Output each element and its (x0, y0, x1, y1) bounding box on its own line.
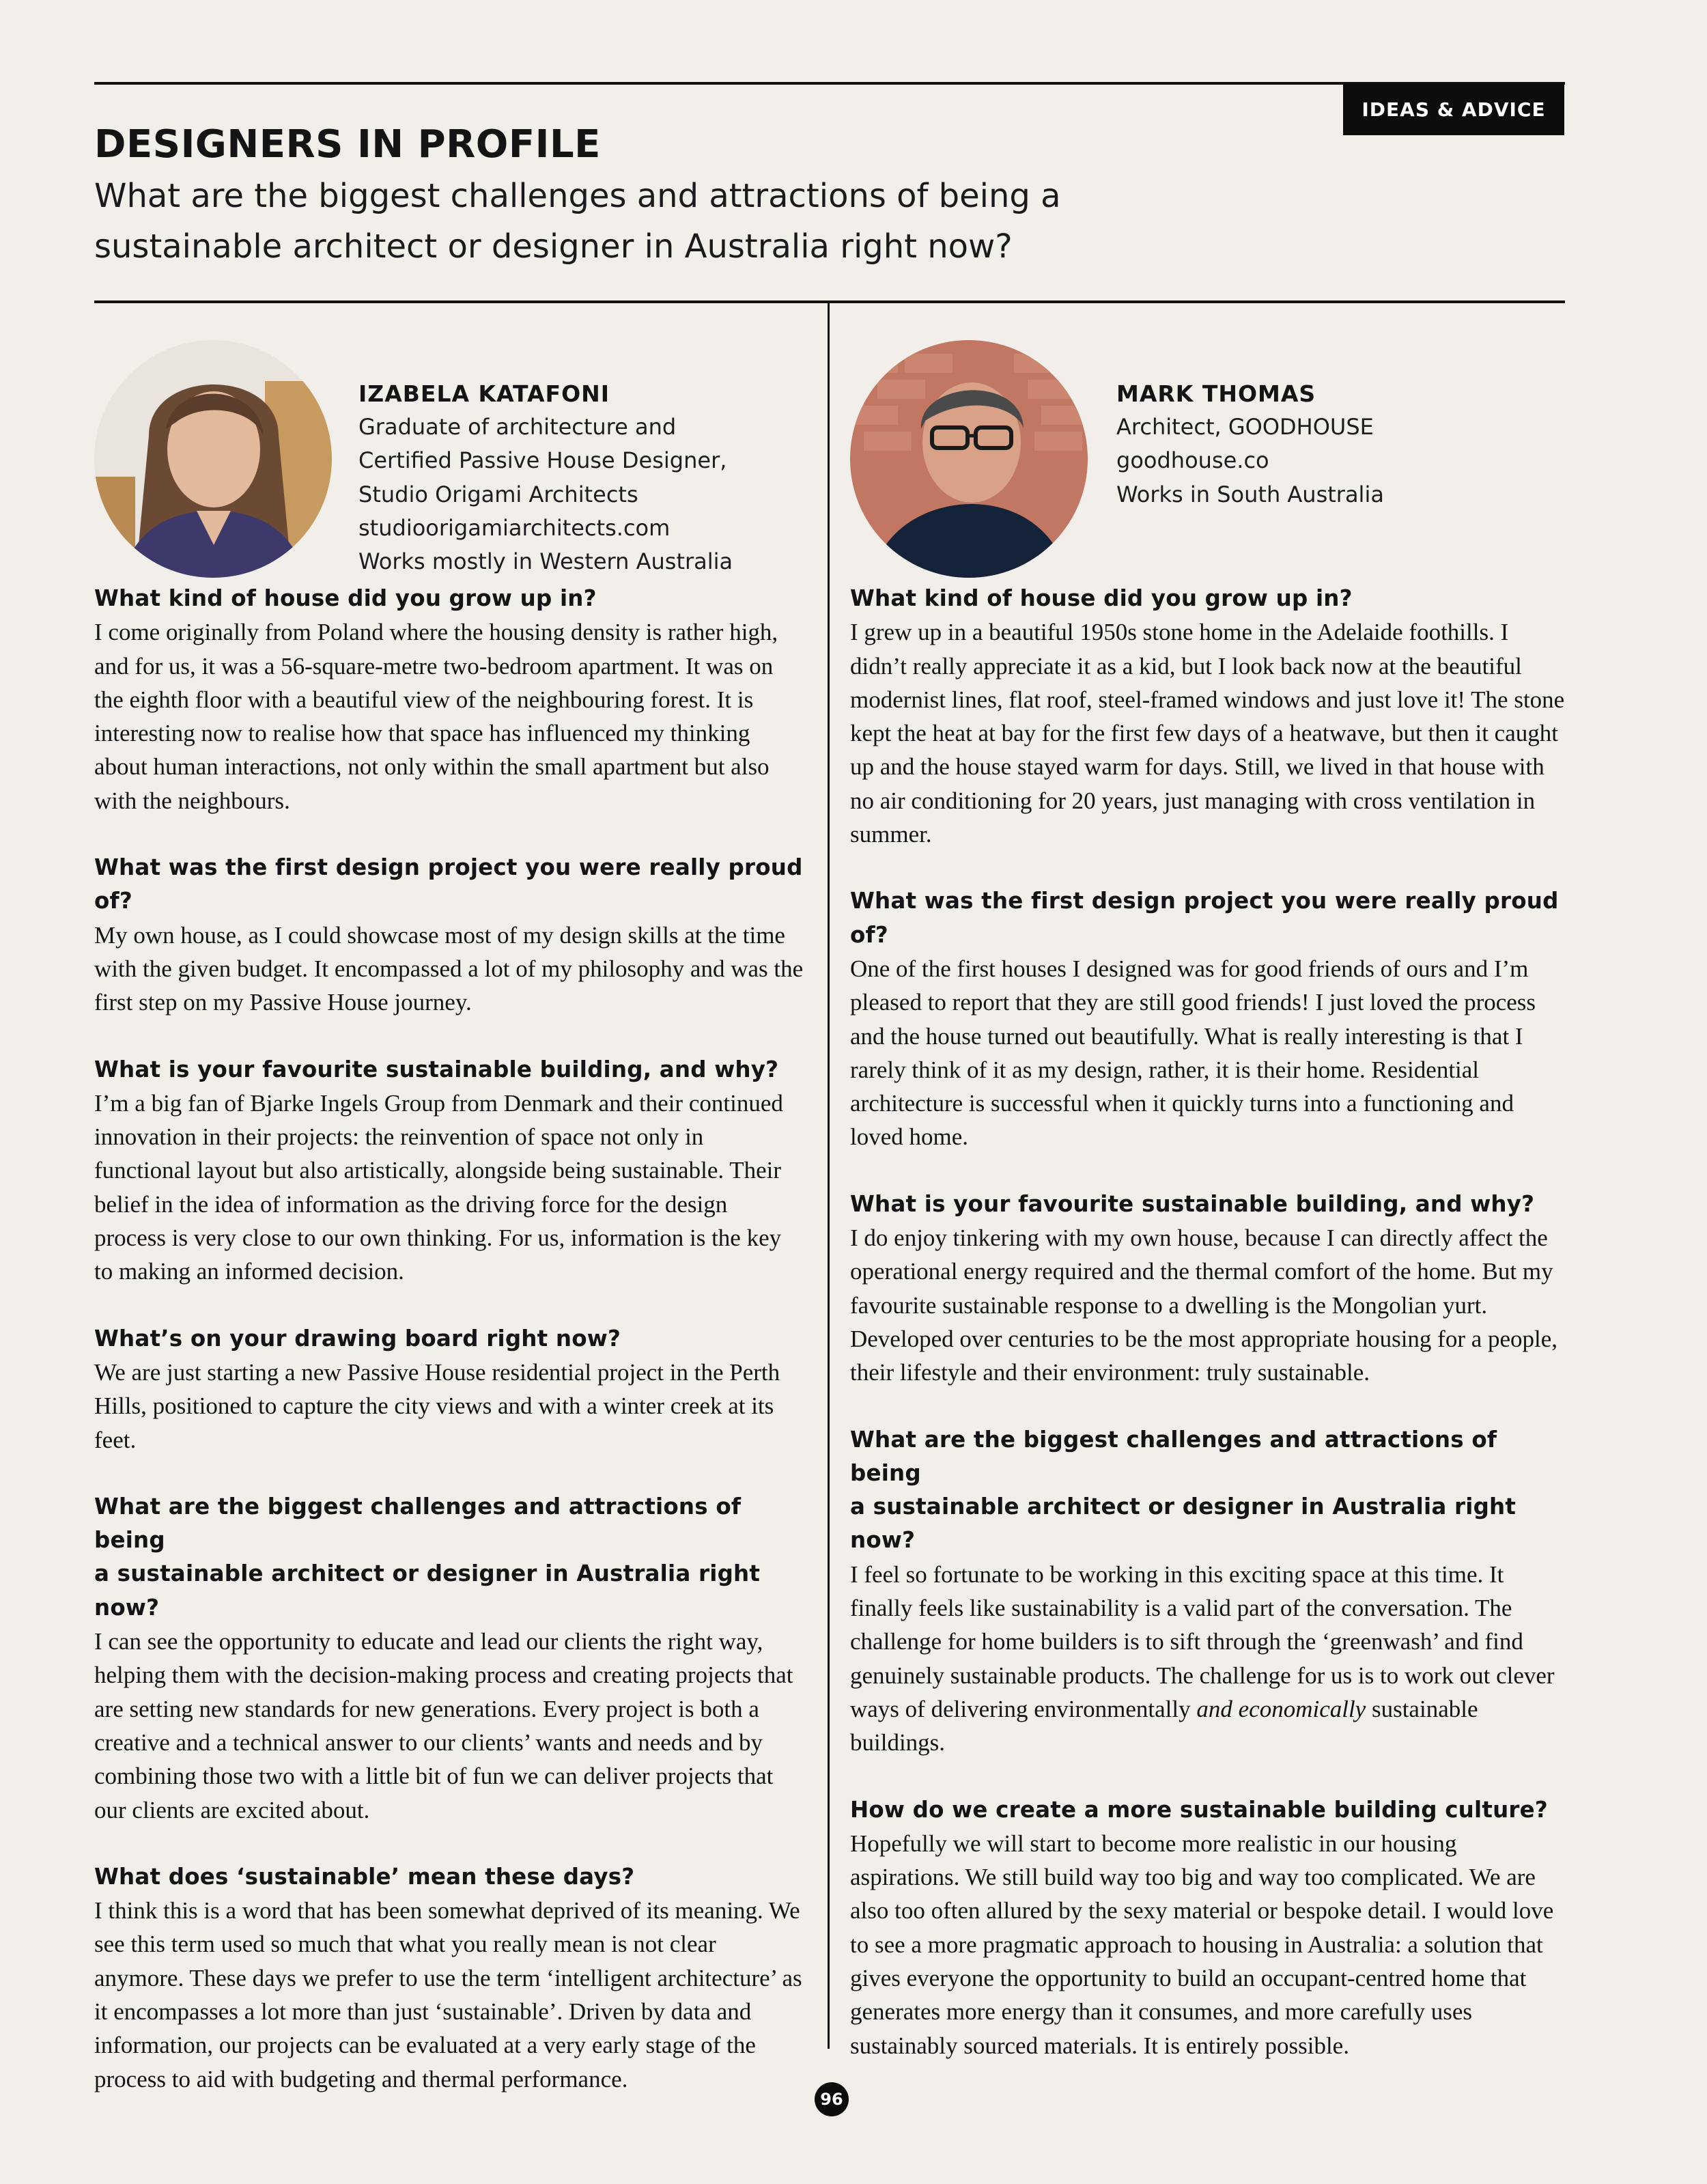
answer-emphasis: economically (1238, 1695, 1366, 1722)
question: What was the first design project you were really proud of? (850, 888, 1559, 948)
question (850, 1423, 1567, 1558)
bio-block (358, 377, 795, 578)
bio-line: Works in South Australia (1116, 481, 1384, 507)
profile-izabela (94, 336, 804, 582)
question-line-2: a sustainable architect or designer in Australia right now? (94, 1560, 761, 1621)
profile-mark (850, 336, 1567, 582)
left-column (94, 336, 804, 2129)
qa-block (850, 1423, 1567, 1760)
answer: I do enjoy tinkering with my own house, because I can directly affect the operational energy required and the thermal comfort of the home. But my favourite sustainable response to a dwelling is the Mongolian yurt. Developed over centuries to be the most appropriate housing for a people, their lifestyle and their environment: truly sustainable. (850, 1224, 1558, 1386)
question (94, 1490, 804, 1625)
profile-name: MARK THOMAS (1116, 380, 1316, 407)
question-line-2: a sustainable architect or designer in Australia right now? (850, 1494, 1516, 1554)
qa-block (94, 1860, 804, 2096)
question: What is your favourite sustainable building, and why? (850, 1190, 1535, 1217)
bio-line: Studio Origami Architects (358, 481, 638, 507)
question: What kind of house did you grow up in? (94, 585, 597, 611)
question: What is your favourite sustainable building, and why? (94, 1056, 779, 1082)
answer: I come originally from Poland where the housing density is rather high, and for us, it was a 56-square-metre two-bedroom apartment. It was on the eighth floor with a beautiful view of the neighbouring forest. It is interesting now to realise how that space has influenced my thinking about human interactions, not only within the small apartment but also with the neighbours. (94, 619, 778, 814)
answer: Hopefully we will start to become more realistic in our housing aspirations. We still build way too big and way too complicated. We are also too often allured by the sexy material or bespoke detail. I would love to see a more pragmatic approach to housing in Australia: a solution that gives everyone the opportunity to build an occupant-centred home that generates more energy than it consumes, and more carefully uses sustainably sourced materials. It is entirely possible. (850, 1830, 1554, 2059)
profile-name: IZABELA KATAFONI (358, 380, 610, 407)
answer (850, 1558, 1567, 1760)
qa-block (94, 1490, 804, 1827)
bio-line: Graduate of architecture and (358, 414, 677, 440)
bio-line: Certified Passive House Designer, (358, 447, 727, 474)
avatar-photo (850, 340, 1088, 578)
avatar-photo (94, 340, 332, 578)
answer: I think this is a word that has been somewhat deprived of its meaning. We see this term used so much that what you really mean is not clear anymore. These days we prefer to use the term ‘intelligent architecture’ as it encompasses a lot more than just ‘sustainable’. Driven by data and information, our projects can be evaluated at a very early stage of the process to aid with budgeting and thermal performance. (94, 1897, 802, 2092)
question-line-1: What are the biggest challenges and attractions of being (850, 1426, 1497, 1486)
right-column (850, 336, 1567, 2096)
question: How do we create a more sustainable building culture? (850, 1796, 1548, 1823)
qa-block (850, 884, 1567, 1153)
answer-text: sustainable buildings. (850, 1695, 1478, 1756)
section-tag: IDEAS & ADVICE (1343, 83, 1564, 135)
question: What was the first design project you were really proud of? (94, 854, 803, 914)
qa-block (850, 1188, 1567, 1390)
answer-text: I feel so fortunate to be working in this exciting space at this time. It finally feels like sustainability is a valid part of the conversation. The challenge for home builders is to sift through the ‘greenwash’ and find genuinely sustainable products. The challenge for us is to work out clever ways of delivering environmentally (850, 1560, 1555, 1722)
answer: I’m a big fan of Bjarke Ingels Group from Denmark and their continued innovation in their projects: the reinvention of space not only in functional layout but also artistically, alongside being sustainable. Their belief in the idea of information as the driving force for the design process is very close to our own thinking. For us, information is the key to making an informed decision. (94, 1089, 783, 1285)
qa-block (94, 582, 804, 817)
answer-text (1232, 1696, 1239, 1722)
answer: My own house, as I could showcase most of my design skills at the time with the given budget. It encompassed a lot of my philosophy and was the first step on my Passive House journey. (94, 921, 804, 1016)
answer: One of the first houses I designed was for good friends of ours and I’m pleased to report that they are still good friends! I just loved the process and the house turned out beautifully. What is really interesting is that I rarely think of it as my design, rather, it is their home. Residential architecture is successful when it quickly turns into a functioning and loved home. (850, 955, 1536, 1151)
page-title: DESIGNERS IN PROFILE (94, 122, 601, 167)
qa-block (94, 1053, 804, 1289)
page-subtitle (94, 171, 1187, 272)
page-number: 96 (815, 2082, 849, 2116)
bio-website: studioorigamiarchitects.com (358, 514, 671, 541)
answer: We are just starting a new Passive House residential project in the Perth Hills, positioned to capture the city views and with a winter creek at its feet. (94, 1358, 780, 1453)
column-divider (828, 303, 830, 2049)
bio-block (1116, 377, 1553, 512)
answer: I can see the opportunity to educate and lead our clients the right way, helping them with the decision-making process and creating projects that are setting new standards for new generations. Every project is both a creative and a technical answer to our clients’ wants and needs and by combining those two with a little bit of fun we can deliver projects that our clients are excited about. (94, 1628, 793, 1823)
qa-block (850, 1793, 1567, 2062)
qa-block (94, 1322, 804, 1457)
question: What does ‘sustainable’ mean these days? (94, 1863, 635, 1890)
qa-block (94, 851, 804, 1019)
bio-line: Architect, GOODHOUSE (1116, 414, 1374, 440)
header-rule (94, 300, 1565, 303)
qa-block (850, 582, 1567, 851)
subtitle-line-2: sustainable architect or designer in Australia right now? (94, 227, 1013, 266)
answer: I grew up in a beautiful 1950s stone home in the Adelaide foothills. I didn’t really appreciate it as a kid, but I look back now at the beautiful modernist lines, flat roof, steel-framed windows and just love it! The stone kept the heat at bay for the first few days of a heatwave, but then it caught up and the house stayed warm for days. Still, we lived in that house with no air conditioning for 20 years, just managing with cross ventilation in summer. (850, 619, 1565, 848)
question: What’s on your drawing board right now? (94, 1325, 621, 1352)
bio-website: goodhouse.co (1116, 447, 1269, 474)
subtitle-line-1: What are the biggest challenges and attractions of being a (94, 177, 1061, 215)
question: What kind of house did you grow up in? (850, 585, 1353, 611)
question-line-1: What are the biggest challenges and attractions of being (94, 1493, 742, 1554)
answer-emphasis: and (1196, 1695, 1232, 1722)
bio-line: Works mostly in Western Australia (358, 548, 733, 575)
